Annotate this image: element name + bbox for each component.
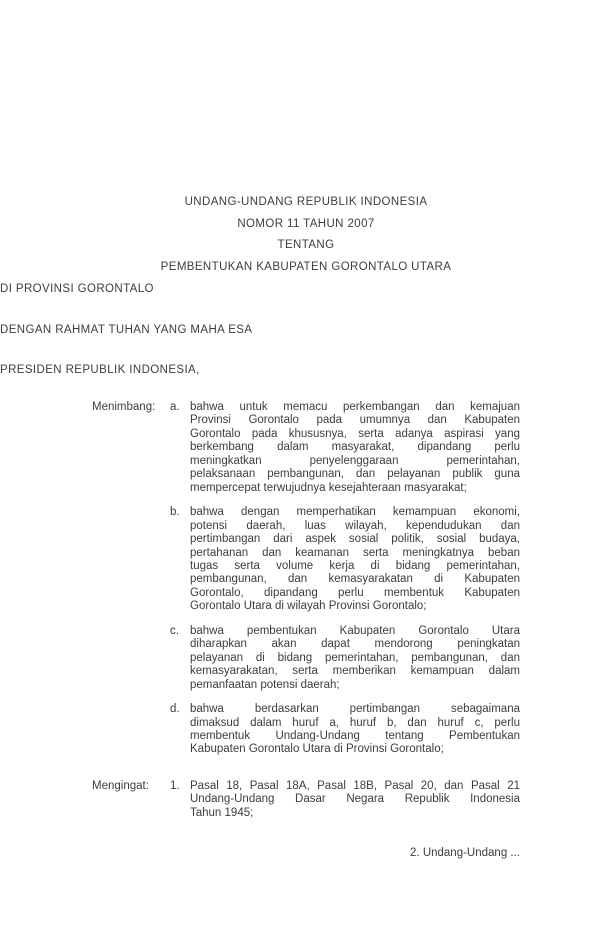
text-line: dimaksud dalam huruf a, huruf b, dan huruf c, perlu — [190, 716, 520, 729]
item-text — [190, 506, 520, 614]
text-line: bahwa dengan memperhatikan kemampuan ekonomi, — [190, 506, 520, 519]
item-marker: b. — [170, 506, 180, 519]
text-line: tugas serta volume kerja di bidang pemerintahan, — [190, 559, 520, 572]
item-marker: 1. — [170, 780, 180, 792]
consideration-item — [92, 703, 520, 757]
text-line: bahwa untuk memacu perkembangan dan kemajuan — [190, 401, 520, 413]
text-line: Gorontalo, dipandang perlu membentuk Kabupaten — [190, 586, 520, 599]
text-line: Gorontalo pada khususnya, serta adanya aspirasi yang — [190, 427, 520, 440]
document-title — [0, 192, 612, 301]
item-text — [190, 625, 520, 692]
text-line: bahwa berdasarkan pertimbangan sebagaimana — [190, 703, 520, 716]
consideration-item — [92, 625, 520, 692]
text-line: berkembang dalam masyarakat, dipandang perlu — [190, 441, 520, 454]
text-line: PEMBENTUKAN KABUPATEN GORONTALO UTARA — [160, 261, 452, 274]
item-text — [190, 401, 520, 495]
text-line: membentuk Undang-Undang tentang Pembentukan — [190, 729, 520, 742]
text-line: pelaksanaan pembangunan, dan pelayanan publik guna — [190, 468, 520, 481]
item-text — [190, 780, 520, 820]
text-line: pelayanan di bidang pemerintahan, pembangunan, dan — [190, 651, 520, 664]
text-line: Kabupaten Gorontalo Utara di Provinsi Gorontalo; — [190, 743, 444, 756]
text-line: pembangunan, dan kemasyarakatan di Kabupaten — [190, 573, 520, 586]
section-menimbang — [92, 401, 520, 757]
consideration-item — [92, 401, 520, 495]
text-line: pertimbangan dari aspek sosial politik, sosial budaya, — [190, 533, 520, 546]
text-line: Provinsi Gorontalo pada umumnya dan Kabupaten — [190, 414, 520, 427]
consideration-item — [92, 506, 520, 614]
text-line: bahwa pembentukan Kabupaten Gorontalo Utara — [190, 624, 520, 637]
text-line: kemasyarakatan, serta memberikan kemampuan dalam — [190, 665, 520, 678]
legal-basis-item — [92, 780, 520, 820]
section-label: Menimbang: — [92, 401, 156, 413]
text-line: pemanfaatan potensi daerah; — [190, 678, 340, 691]
text-line: mempercepat terwujudnya kesejahteraan masyarakat; — [190, 481, 467, 494]
item-marker: d. — [170, 703, 180, 716]
item-text — [190, 703, 520, 757]
text-line: UNDANG-UNDANG REPUBLIK INDONESIA — [184, 196, 428, 208]
text-line: DI PROVINSI GORONTALO — [0, 282, 154, 295]
text-line: Gorontalo Utara di wilayah Provinsi Gorontalo; — [190, 600, 427, 613]
text-line: meningkatkan penyelenggaraan pemerintahan, — [190, 454, 520, 467]
invocation-text: DENGAN RAHMAT TUHAN YANG MAHA ESA — [0, 324, 253, 336]
section-label: Mengingat: — [92, 780, 149, 792]
catchword: 2. Undang-Undang ... — [410, 847, 520, 859]
text-line: pertahanan dan keamanan serta meningkatnya beban — [190, 546, 520, 559]
invocation-line — [0, 323, 612, 337]
text-line: TENTANG — [277, 239, 335, 252]
text-line: Pasal 18, Pasal 18A, Pasal 18B, Pasal 20, dan Pasal 21 — [190, 780, 520, 792]
text-line: NOMOR 11 TAHUN 2007 — [237, 217, 375, 230]
issuer-text: PRESIDEN REPUBLIK INDONESIA, — [0, 364, 200, 376]
text-line: potensi daerah, luas wilayah, kependudukan dan — [190, 519, 520, 532]
item-marker: c. — [170, 624, 179, 637]
issuer-line — [0, 363, 612, 377]
text-line: Tahun 1945; — [190, 806, 254, 819]
section-mengingat — [92, 780, 520, 820]
item-marker: a. — [170, 401, 180, 413]
text-line: diharapkan akan dapat mendorong peningkatan — [190, 638, 520, 651]
text-line: Undang-Undang Dasar Negara Republik Indonesia — [190, 793, 520, 806]
